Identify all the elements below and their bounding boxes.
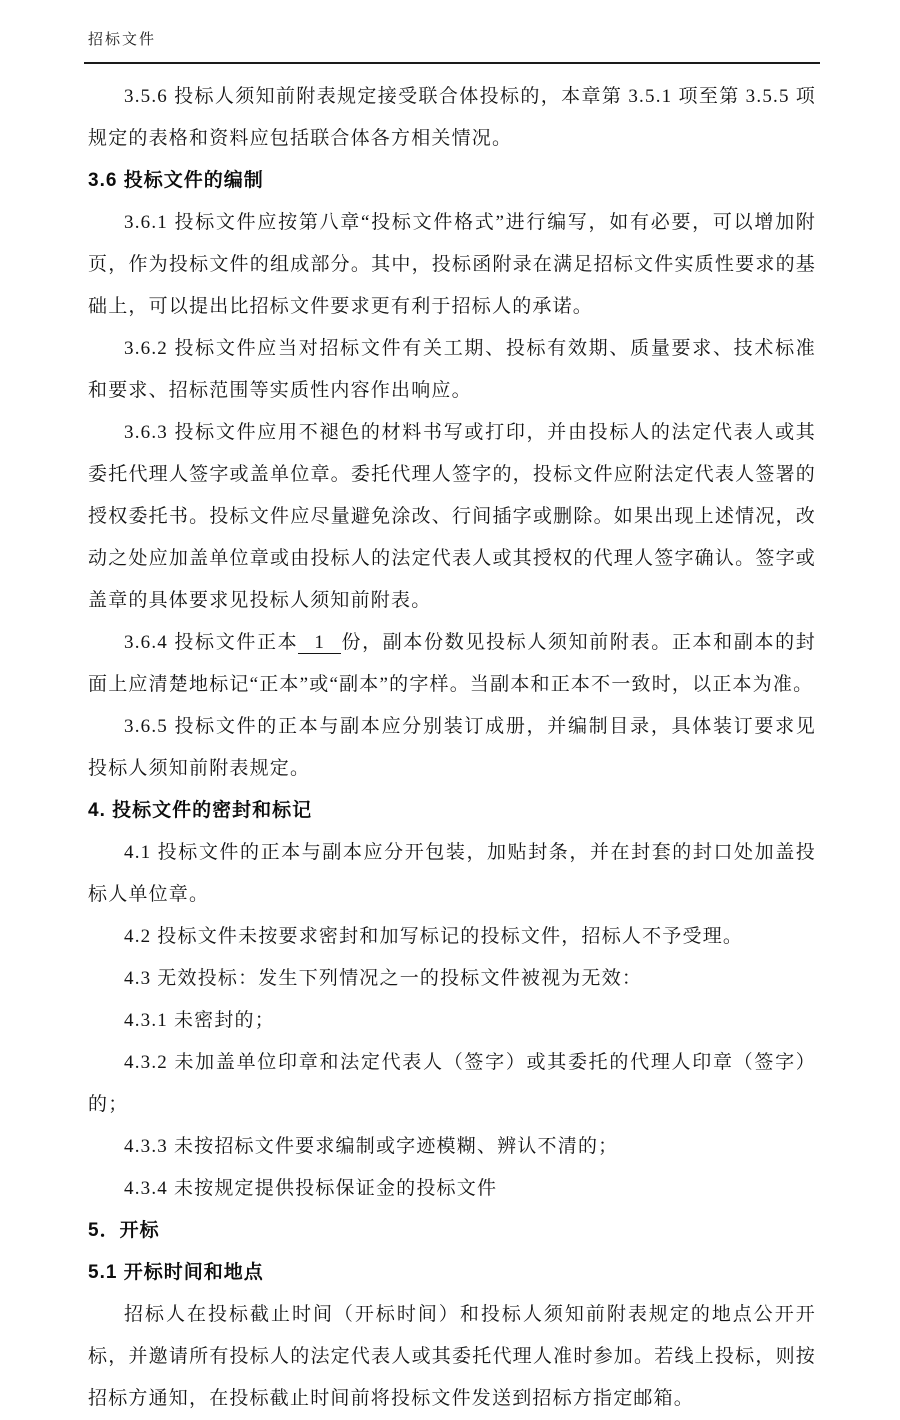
para-4-2: 4.2 投标文件未按要求密封和加写标记的投标文件，招标人不予受理。	[124, 926, 744, 947]
para-3-6-5: 3.6.5 投标文件的正本与副本应分别装订成册，并编制目录，具体装订要求见投标人须知前附表规定。	[88, 716, 816, 779]
para-3-6-4-after: 份，副本份数见投标人须知前附表。正本和副本的封面上应清楚地标记“正本”或“副本”的字样。当副本和正本不一致时，以正本为准。	[88, 632, 816, 695]
heading-3-6: 3.6 投标文件的编制	[88, 170, 264, 191]
para-3-5-6: 3.5.6 投标人须知前附表规定接受联合体投标的，本章第 3.5.1 项至第 3.5.5 项规定的表格和资料应包括联合体各方相关情况。	[88, 86, 816, 149]
page-header-title: 招标文件	[88, 32, 157, 48]
para-4-3-4: 4.3.4 未按规定提供投标保证金的投标文件	[124, 1178, 498, 1199]
para-4-3-3: 4.3.3 未按招标文件要求编制或字迹模糊、辨认不清的；	[124, 1136, 619, 1157]
para-4-3-1: 4.3.1 未密封的；	[124, 1010, 275, 1031]
para-3-6-2: 3.6.2 投标文件应当对招标文件有关工期、投标有效期、质量要求、技术标准和要求、招标范围等实质性内容作出响应。	[88, 338, 816, 401]
para-3-6-1: 3.6.1 投标文件应按第八章“投标文件格式”进行编写，如有必要，可以增加附页，作为投标文件的组成部分。其中，投标函附录在满足招标文件实质性要求的基础上，可以提出比招标文件要求更有利于招标人的承诺。	[88, 212, 816, 317]
para-3-6-3: 3.6.3 投标文件应用不褪色的材料书写或打印，并由投标人的法定代表人或其委托代理人签字或盖单位章。委托代理人签字的，投标文件应附法定代表人签署的授权委托书。投标文件应尽量避免涂改、行间插字或删除。如果出现上述情况，改动之处应加盖单位章或由投标人的法定代表人或其授权的代理人签字确认。签字或盖章的具体要求见投标人须知前附表。	[88, 422, 816, 611]
para-4-3: 4.3 无效投标：发生下列情况之一的投标文件被视为无效：	[124, 968, 643, 989]
header-rule	[84, 62, 820, 64]
para-3-6-4	[88, 622, 816, 706]
para-4-1: 4.1 投标文件的正本与副本应分开包装，加贴封条，并在封套的封口处加盖投标人单位章。	[88, 842, 816, 905]
para-3-6-4-before: 3.6.4 投标文件正本	[124, 632, 299, 653]
heading-5-1: 5.1 开标时间和地点	[88, 1262, 264, 1283]
heading-4: 4. 投标文件的密封和标记	[88, 800, 313, 821]
para-5-1-body: 招标人在投标截止时间（开标时间）和投标人须知前附表规定的地点公开开标，并邀请所有投标人的法定代表人或其委托代理人准时参加。若线上投标，则按招标方通知，在投标截止时间前将投标文件发送到招标方指定邮箱。	[88, 1304, 816, 1409]
document-body	[88, 76, 816, 1420]
para-4-3-2: 4.3.2 未加盖单位印章和法定代表人（签字）或其委托的代理人印章（签字）的；	[88, 1052, 816, 1115]
heading-5: 5．开标	[88, 1220, 160, 1241]
fill-in-blank-original-copies: 1	[298, 632, 341, 654]
